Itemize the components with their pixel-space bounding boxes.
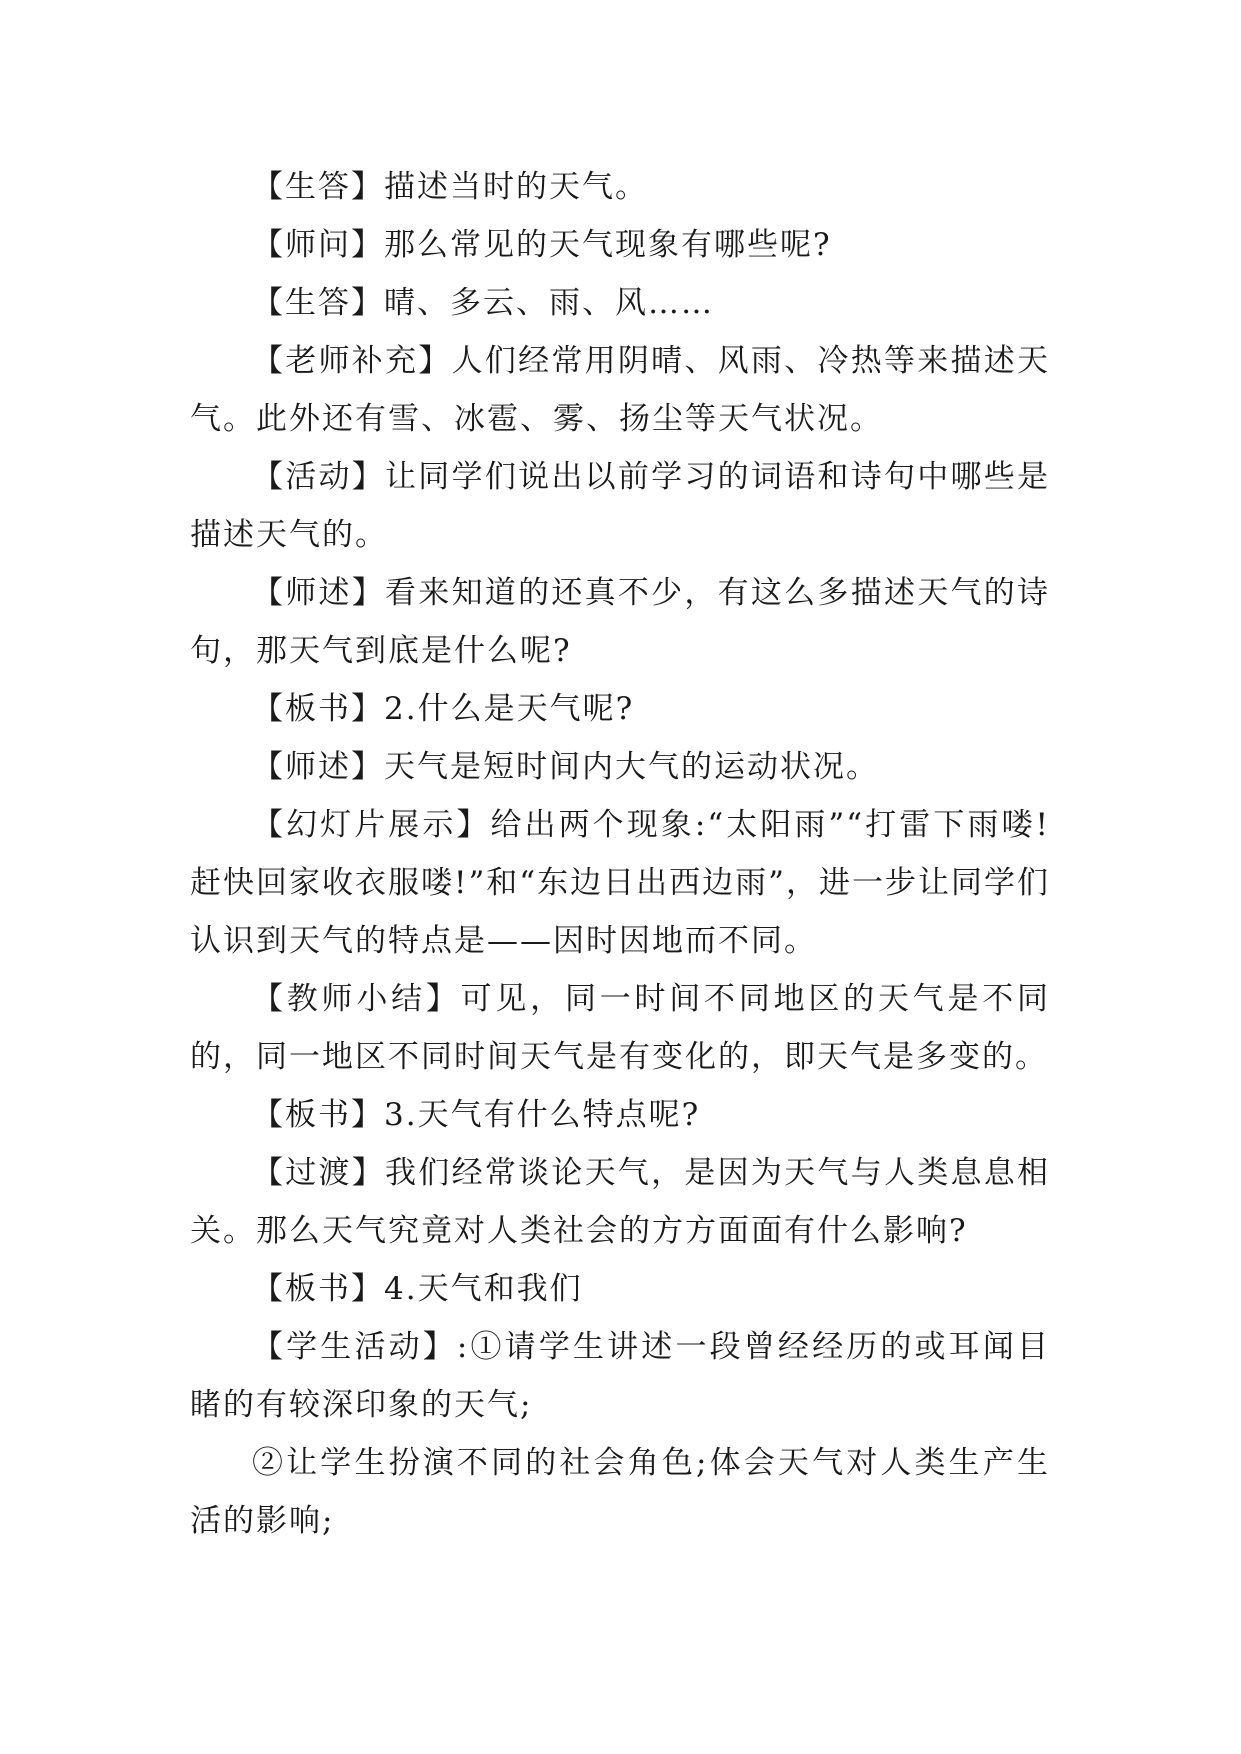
document-body [190, 158, 1050, 1550]
paragraph-role-play: ②让学生扮演不同的社会角色;体会天气对人类生产生活的影响; [190, 1445, 1050, 1539]
paragraph-student-answer-2: 【生答】晴、多云、雨、风…… [252, 285, 714, 321]
paragraph-teacher-statement-2: 【师述】天气是短时间内大气的运动状况。 [252, 749, 879, 785]
paragraph-slide-display: 【幻灯片展示】给出两个现象:“太阳雨”“打雷下雨喽!赶快回家收衣服喽!”和“东边日出西边雨”，进一步让同学们认识到天气的特点是——因时因地而不同。 [190, 807, 1050, 959]
paragraph-teacher-statement-1: 【师述】看来知道的还真不少，有这么多描述天气的诗句，那天气到底是什么呢? [190, 575, 1050, 669]
paragraph-student-activity: 【学生活动】:①请学生讲述一段曾经经历的或耳闻目睹的有较深印象的天气; [190, 1329, 1050, 1423]
paragraph-transition: 【过渡】我们经常谈论天气，是因为天气与人类息息相关。那么天气究竟对人类社会的方方面面有什么影响? [190, 1155, 1050, 1249]
paragraph-board-note-3: 【板书】3.天气有什么特点呢? [252, 1097, 701, 1133]
paragraph-teacher-question: 【师问】那么常见的天气现象有哪些呢? [252, 227, 832, 263]
paragraph-teacher-supplement: 【老师补充】人们经常用阴晴、风雨、冷热等来描述天气。此外还有雪、冰雹、雾、扬尘等天气状况。 [190, 343, 1050, 437]
paragraph-teacher-summary: 【教师小结】可见，同一时间不同地区的天气是不同的，同一地区不同时间天气是有变化的，即天气是多变的。 [190, 981, 1050, 1075]
paragraph-activity: 【活动】让同学们说出以前学习的词语和诗句中哪些是描述天气的。 [190, 459, 1050, 553]
paragraph-board-note-4: 【板书】4.天气和我们 [252, 1271, 583, 1307]
paragraph-board-note-2: 【板书】2.什么是天气呢? [252, 691, 635, 727]
paragraph-student-answer-1: 【生答】描述当时的天气。 [252, 169, 648, 205]
